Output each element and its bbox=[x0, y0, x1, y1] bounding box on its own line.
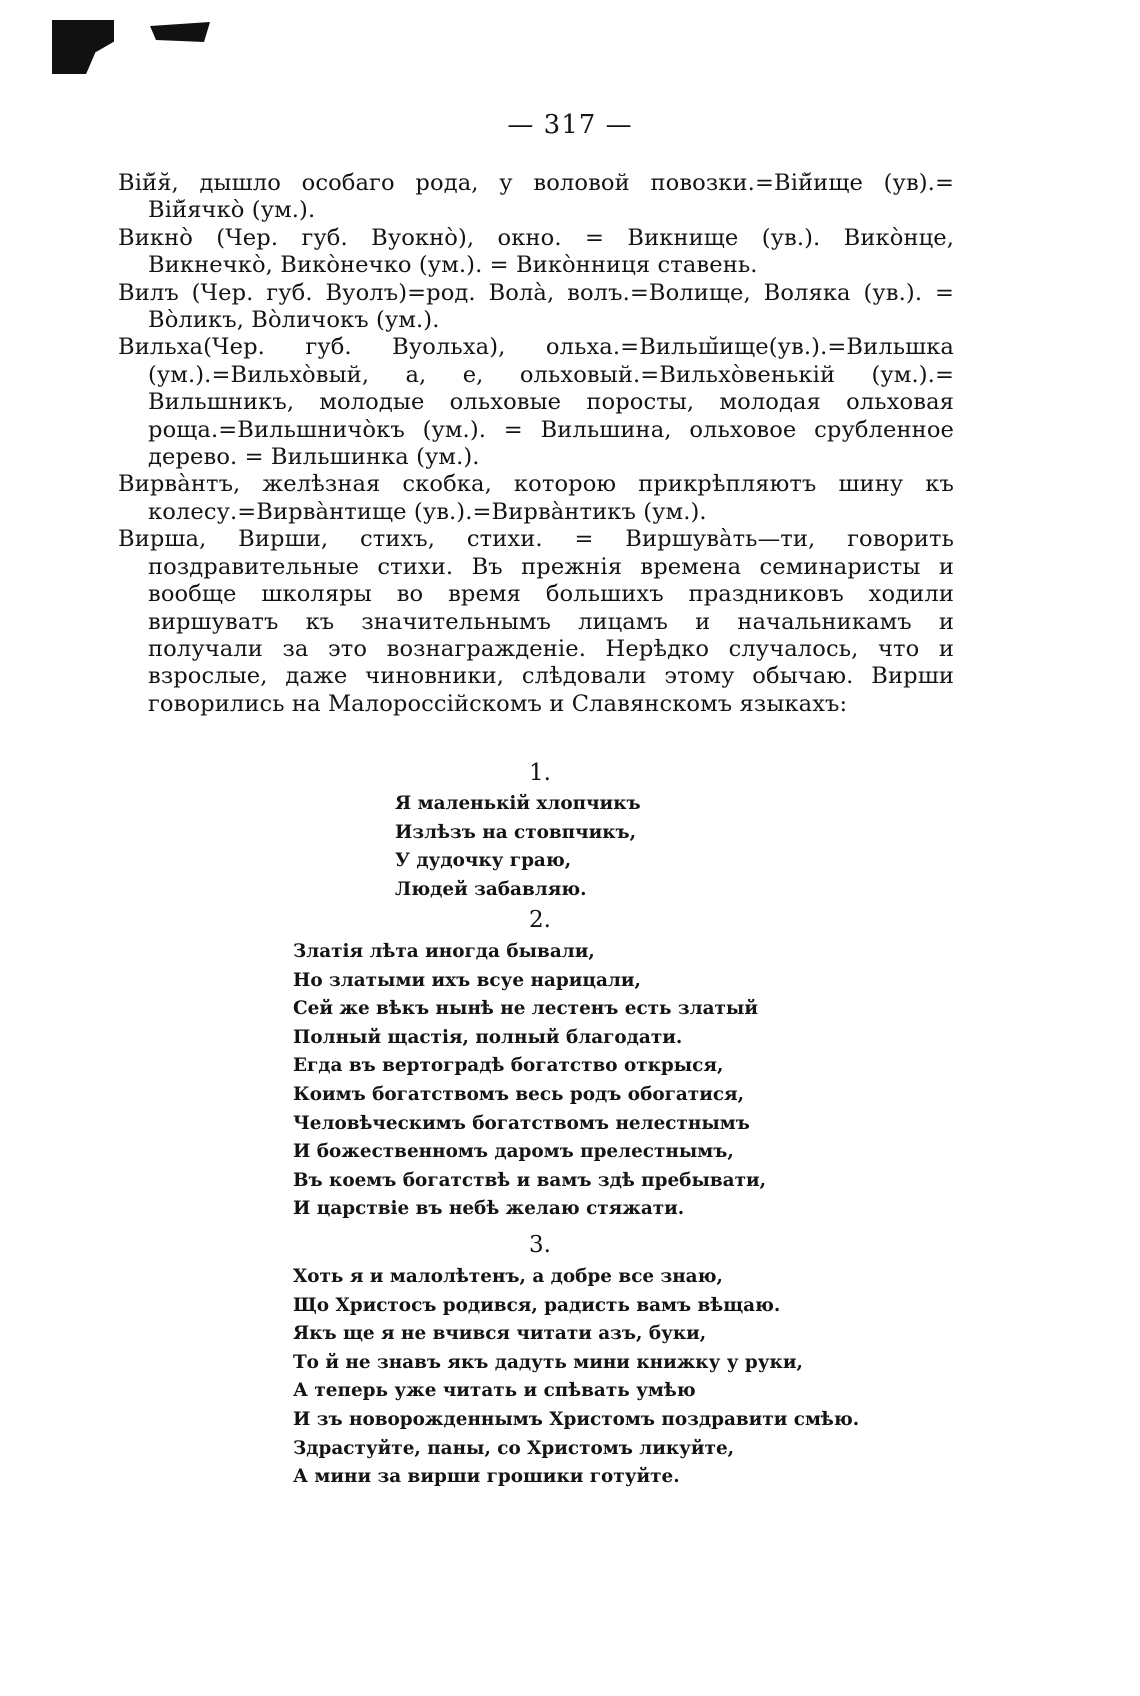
poem-line: А теперь уже читать и спѣвать умѣю bbox=[293, 1380, 696, 1402]
poem-line: И божественномъ даромъ прелестнымъ, bbox=[293, 1141, 734, 1163]
page-number: — 317 — bbox=[507, 110, 633, 140]
poem-line: Людей забавляю. bbox=[395, 878, 587, 900]
poem-line: Хоть я и малолѣтенъ, а добре все знаю, bbox=[293, 1266, 723, 1287]
poem-number: 3. bbox=[529, 1232, 551, 1258]
poem-number: 1. bbox=[529, 760, 551, 786]
poem-line: Егда въ вертоградѣ богатство открыся, bbox=[293, 1055, 724, 1077]
scan-artifact bbox=[52, 20, 114, 74]
poem-line: Но златыми ихъ всуе нарицали, bbox=[293, 969, 641, 991]
entry-virvant: Вирвàнтъ, желѣзная скобка, которою прикрѣпляютъ шину къ колесу.=Вирвàнтище (ув.).=Вирвàнтикъ (ум.). bbox=[118, 471, 954, 525]
poem-line: То й не знавъ якъ дадуть мини книжку у руки, bbox=[293, 1351, 803, 1373]
scan-artifact bbox=[150, 22, 210, 42]
poem-line: И зъ новорожденнымъ Христомъ поздравити смѣю. bbox=[293, 1408, 860, 1430]
poem-line: Я маленькій хлопчикъ bbox=[395, 793, 641, 814]
poem-number: 2. bbox=[529, 907, 551, 933]
entry-virsha: Вирша, Вирши, стихъ, стихи. = Виршувàть—ти, говорить поздравительные стихи. Въ прежнія времена семинаристы и вообще школяры во время большихъ праздниковъ ходили виршуватъ къ значительнымъ лицамъ и начальникамъ и получали за это вознагражденіе. Нерѣдко случалось, что и взрослые, даже чиновники, слѣдовали этому обычаю. Вирши говорились на Малороссійскомъ и Славянскомъ языкахъ: bbox=[118, 526, 954, 717]
poem-2 bbox=[293, 938, 766, 1224]
poem-line: Человѣческимъ богатствомъ нелестнымъ bbox=[293, 1112, 750, 1134]
poem-line: Якъ ще я не вчився читати азъ, буки, bbox=[293, 1323, 707, 1345]
poem-line: Що Христосъ родився, радисть вамъ вѣщаю. bbox=[293, 1294, 781, 1316]
entry-viia: Вій̆я̆, дышло особаго рода, у воловой повозки.=Вій̆ище (ув).= Вій̆ячкò (ум.). bbox=[118, 170, 954, 224]
poem-line: Полный щастія, полный благодати. bbox=[293, 1026, 683, 1048]
dictionary-entries bbox=[118, 170, 954, 718]
poem-line: Излѣзъ на стовпчикъ, bbox=[395, 821, 637, 843]
poem-line: Сей же вѣкъ нынѣ не лестенъ есть златый bbox=[293, 998, 759, 1020]
poem-line: И царствіе въ небѣ желаю стяжати. bbox=[293, 1198, 685, 1220]
entry-vil: Вилъ (Чер. губ. Вуолъ)=род. Волà, волъ.=Волище, Воляка (ув.). = Вòликъ, Вòличокъ (ум.). bbox=[118, 279, 954, 334]
entry-vilkha: Вильха(Чер. губ. Вуольха), ольха.=Вильш̆ище(ув.).=Вильшка (ум.).=Вильхòвый, а, е, ольховый.=Вильхòвенькій (ум.).= Вильшникъ, молодые ольховые поросты, молодая ольховая роща.=Вильшничòкъ (ум.). = Вильшина, ольховое срубленное дерево. = Вильшинка (ум.). bbox=[118, 334, 954, 471]
entry-vikno: Викнò (Чер. губ. Вуокнò), окно. = Викнище (ув.). Викòнце, Викнечкò, Викòнечко (ум.). = Викòнниця ставень. bbox=[118, 224, 954, 279]
poem-line: Здрастуйте, паны, со Христомъ ликуйте, bbox=[293, 1437, 735, 1459]
poem-3 bbox=[293, 1263, 859, 1492]
poem-1 bbox=[395, 790, 641, 904]
poem-line: Въ коемъ богатствѣ и вамъ здѣ пребывати, bbox=[293, 1169, 767, 1191]
poem-line: Коимъ богатствомъ весь родъ обогатися, bbox=[293, 1083, 745, 1105]
poem-line: А мини за вирши грошики готуйте. bbox=[293, 1466, 680, 1488]
poem-line: У дудочку граю, bbox=[395, 850, 572, 872]
poem-line: Златія лѣта иногда бывали, bbox=[293, 941, 595, 962]
